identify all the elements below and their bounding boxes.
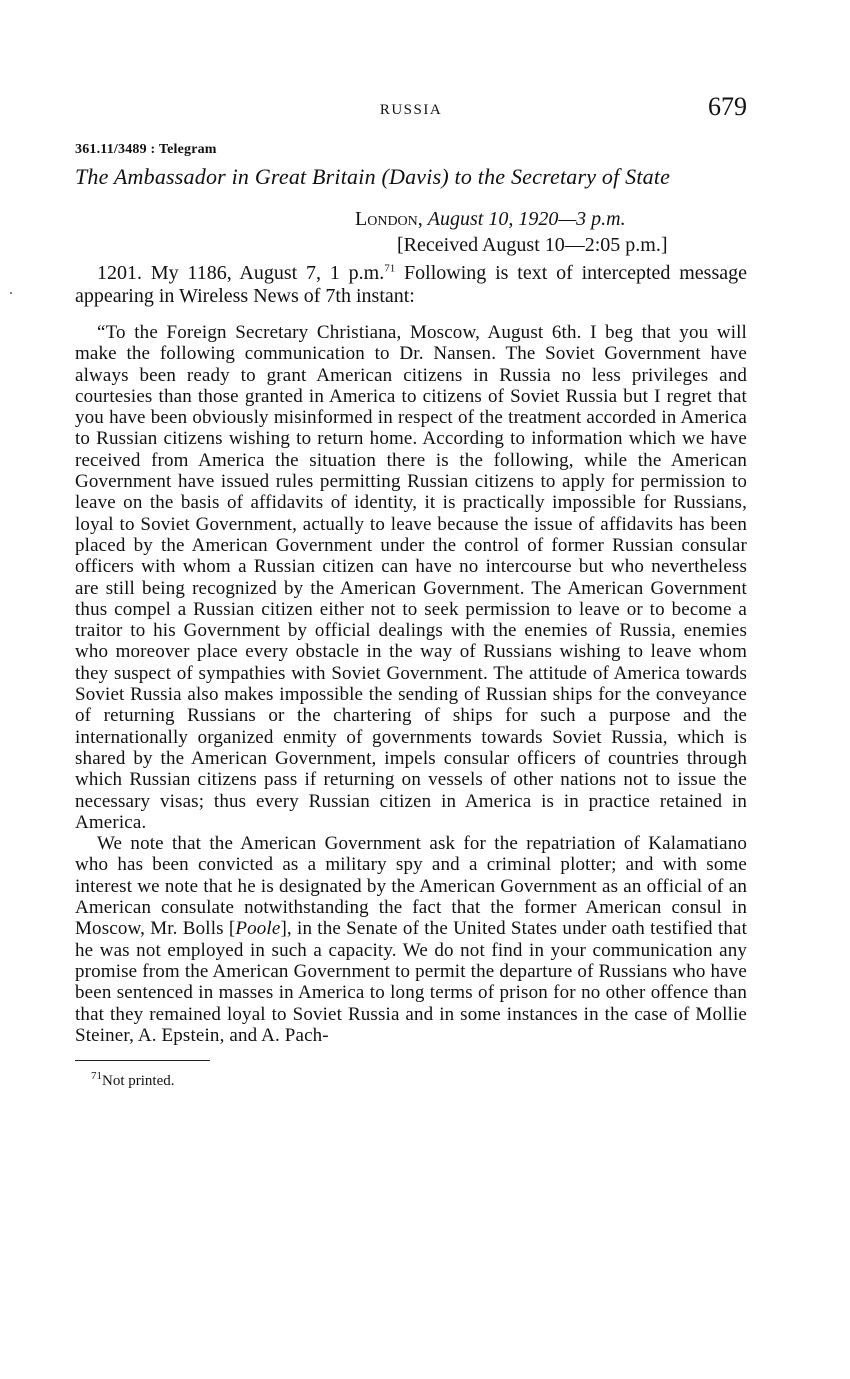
intro-text-start: 1201. My 1186, August 7, 1 p.m. — [97, 262, 385, 284]
margin-mark — [10, 292, 12, 294]
document-page — [75, 92, 747, 1090]
paragraph-2-italic-name: Poole — [235, 918, 281, 940]
running-title: RUSSIA — [379, 102, 443, 118]
received-line: [Received August 10—2:05 p.m.] — [397, 234, 668, 256]
dateline-date: August 10, 1920—3 p.m. — [427, 208, 626, 230]
footnote — [91, 1070, 747, 1090]
intro-text-end: Following is text of intercepted message appearing in Wireless News of 7th instant: — [75, 262, 747, 307]
dateline — [355, 206, 747, 232]
dateline-city: London, — [355, 208, 423, 230]
footnote-mark: 71 — [91, 1070, 102, 1083]
message-body — [75, 322, 747, 1046]
footnote-divider — [75, 1060, 210, 1061]
message-paragraph-1: “To the Foreign Secretary Christiana, Moscow, August 6th. I beg that you will make the following communication to Dr. Nansen. The Soviet Government have always been ready to grant American citizens in Russia no less privileges and courtesies than those granted in America to citizens of Soviet Russia but I regret that you have been obviously misinformed in respect of the treatment accorded in America to Russian citizens wishing to return home. According to information which we have received from America the situation there is the following, while the American Government have issued rules permitting Russian citizens to apply for permission to leave on the basis of affidavits of identity, it is practically impossible for Russians, loyal to Soviet Government, actually to leave because the issue of affidavits has been placed by the American Government under the control of former Russian consular officers with whom a Russian citizen can have no intercourse but who nevertheless are still being recognized by the American Government. The American Government thus compel a Russian citizen either not to seek permission to leave or to become a traitor to his Government by official dealings with the enemies of Russia, enemies who moreover place every obstacle in the way of Russians wishing to leave whom they suspect of sympathies with Soviet Government. The attitude of America towards Soviet Russia also makes impossible the sending of Russian ships for the conveyance of returning Russians or the chartering of ships for such a purpose and the internationally organized enmity of governments towards Soviet Russia, which is shared by the American Government, impels consular officers of countries through which Russian citizens pass if returning on vessels of other nations not to issue the necessary visas; thus every Russian citizen in America is in practice retained in America. — [75, 322, 747, 833]
paragraph-2-text-start: We note that the American Government ask for the repatriation of Kalamatiano who has been convicted as a military spy and a criminal plotter; and with some interest we note that he is designated by the American Government as an official of an American consulate notwithstanding the fact that the former American consul in Moscow, Mr. Bolls [ — [75, 833, 747, 940]
document-title: The Ambassador in Great Britain (Davis) to the Secretary of State — [75, 164, 671, 189]
running-head — [75, 92, 747, 132]
page-number: 679 — [708, 92, 747, 121]
intro-paragraph — [75, 262, 747, 308]
footnote-text: Not printed. — [102, 1073, 175, 1090]
message-paragraph-2 — [75, 833, 747, 1046]
footnote-reference: 71 — [384, 262, 396, 275]
file-reference: 361.11/3489 : Telegram — [75, 142, 217, 157]
paragraph-2-text-end: ], in the Senate of the United States under oath testified that he was not employed in such a capacity. We do not find in your communication any promise from the American Government to permit the departure of Russians who have been sentenced in masses in America to long terms of prison for no other offence than that they remained loyal to Soviet Russia and in some instances in the case of Mollie Steiner, A. Epstein, and A. Pach- — [75, 918, 748, 1046]
